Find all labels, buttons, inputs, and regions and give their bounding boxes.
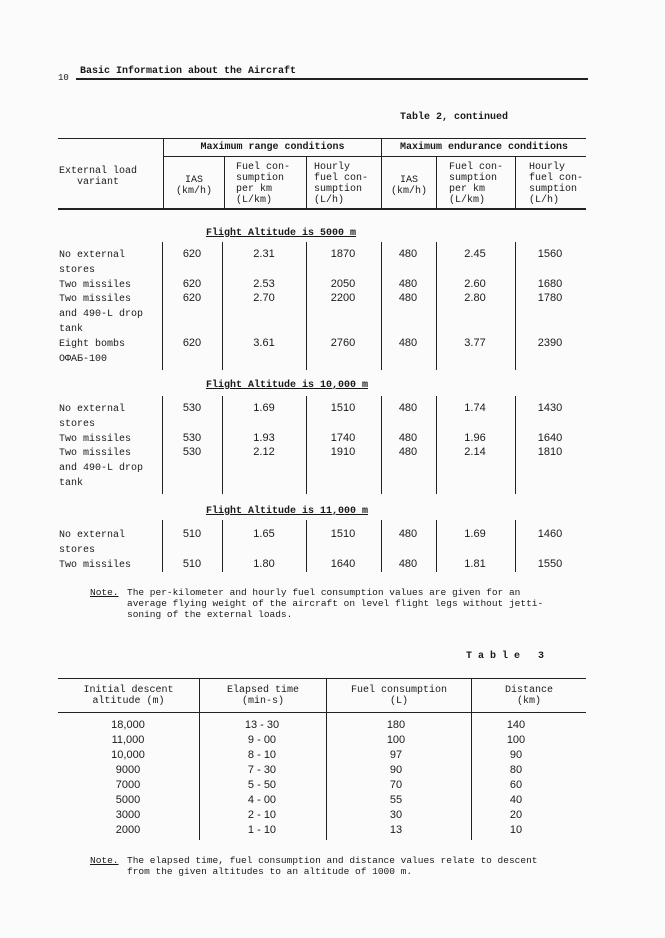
table-cell: 2050 xyxy=(330,278,356,290)
table-cell: 620 xyxy=(182,248,202,260)
row-label: Two missiles xyxy=(59,560,132,571)
table-cell: 2.60 xyxy=(464,278,486,290)
header-external-load: External load variant xyxy=(59,166,138,188)
header-ias: IAS (km/h) xyxy=(175,175,212,197)
row-label: No external stores xyxy=(59,250,126,276)
table-cell: 13 - 30 xyxy=(244,719,280,731)
table-cell: 3.61 xyxy=(253,337,275,349)
table-cell: 1810 xyxy=(537,446,563,458)
table-cell: 1510 xyxy=(330,528,356,540)
header-max-endurance: Maximum endurance conditions xyxy=(399,142,569,153)
table-cell: 3.77 xyxy=(464,337,486,349)
table-cell: 97 xyxy=(389,749,403,761)
table-cell: 7 - 30 xyxy=(247,764,277,776)
row-label: No external stores xyxy=(59,404,126,430)
table-cell: 9 - 00 xyxy=(247,734,277,746)
table-cell: 5 - 50 xyxy=(247,779,277,791)
table3-header-rule xyxy=(58,712,586,713)
table-cell: 40 xyxy=(509,794,523,806)
header-ias-endurance: IAS (km/h) xyxy=(390,175,427,197)
table3-top-rule xyxy=(58,678,586,679)
table2-vline xyxy=(515,156,516,210)
table-cell: 1.65 xyxy=(253,528,275,540)
table-cell: 620 xyxy=(182,337,202,349)
table-cell: 2.80 xyxy=(464,292,486,304)
table-cell: 180 xyxy=(386,719,406,731)
table3-note-label: Note. xyxy=(90,855,119,866)
table-cell: 18,000 xyxy=(111,719,145,731)
table2-vline xyxy=(436,156,437,210)
table-cell: 1460 xyxy=(537,528,563,540)
header-hourly-fuel-endurance: Hourly fuel con- sumption (L/h) xyxy=(529,162,584,206)
section2-vline xyxy=(515,396,516,494)
table-cell: 7000 xyxy=(115,779,141,791)
table-cell: 480 xyxy=(398,402,418,414)
table-cell: 8 - 10 xyxy=(247,749,277,761)
table-cell: 140 xyxy=(506,719,526,731)
table-cell: 1 - 10 xyxy=(247,824,277,836)
table-cell: 530 xyxy=(182,432,202,444)
table-cell: 480 xyxy=(398,558,418,570)
header-fuel-per-km: Fuel con- sumption per km (L/km) xyxy=(236,162,291,206)
table-cell: 480 xyxy=(398,248,418,260)
table-cell: 1430 xyxy=(537,402,563,414)
section3-vline xyxy=(306,520,307,572)
table-cell: 2200 xyxy=(330,292,356,304)
section1-vline xyxy=(515,242,516,370)
table-cell: 1.93 xyxy=(253,432,275,444)
section-title: Flight Altitude is 11,000 m xyxy=(206,506,369,517)
table-cell: 2.14 xyxy=(464,446,486,458)
table-cell: 1640 xyxy=(537,432,563,444)
section1-vline xyxy=(306,242,307,370)
table-cell: 9000 xyxy=(115,764,141,776)
table-cell: 20 xyxy=(509,809,523,821)
table-cell: 4 - 00 xyxy=(247,794,277,806)
table-cell: 10,000 xyxy=(111,749,145,761)
table-cell: 1910 xyxy=(330,446,356,458)
table3-header-distance: Distance (km) xyxy=(504,685,553,707)
section1-vline xyxy=(222,242,223,370)
table-cell: 1.69 xyxy=(253,402,275,414)
section-title: Flight Altitude is 10,000 m xyxy=(206,380,369,391)
table-cell: 620 xyxy=(182,292,202,304)
table2-vline xyxy=(224,156,225,210)
table2-top-rule xyxy=(58,138,586,139)
table-cell: 1.96 xyxy=(464,432,486,444)
section3-vline xyxy=(515,520,516,572)
table-cell: 1680 xyxy=(537,278,563,290)
table-cell: 10 xyxy=(509,824,523,836)
section-title: Flight Altitude is 5000 m xyxy=(206,228,357,239)
header-max-range: Maximum range conditions xyxy=(200,142,345,153)
table2-vline xyxy=(306,156,307,210)
section1-vline xyxy=(381,242,382,370)
table-cell: 480 xyxy=(398,337,418,349)
table-cell: 1780 xyxy=(537,292,563,304)
table-cell: 11,000 xyxy=(111,734,145,746)
header-hourly-fuel: Hourly fuel con- sumption (L/h) xyxy=(314,162,369,206)
table-cell: 2 - 10 xyxy=(247,809,277,821)
table-cell: 510 xyxy=(182,528,202,540)
table-cell: 2000 xyxy=(115,824,141,836)
table3-header-time: Elapsed time (min-s) xyxy=(226,685,299,707)
table-cell: 1.81 xyxy=(464,558,486,570)
table-cell: 2.31 xyxy=(253,248,275,260)
table-cell: 100 xyxy=(386,734,406,746)
table2-caption: Table 2, continued xyxy=(400,112,509,123)
table-cell: 530 xyxy=(182,402,202,414)
table-cell: 1.80 xyxy=(253,558,275,570)
table-cell: 480 xyxy=(398,528,418,540)
section3-vline xyxy=(222,520,223,572)
table-cell: 510 xyxy=(182,558,202,570)
table-cell: 620 xyxy=(182,278,202,290)
row-label: Two missiles xyxy=(59,280,132,291)
table-cell: 2390 xyxy=(537,337,563,349)
table-cell: 60 xyxy=(509,779,523,791)
table-cell: 530 xyxy=(182,446,202,458)
table-cell: 1740 xyxy=(330,432,356,444)
table-cell: 70 xyxy=(389,779,403,791)
table-cell: 3000 xyxy=(115,809,141,821)
table-cell: 90 xyxy=(509,749,523,761)
row-label: Two missiles xyxy=(59,434,132,445)
row-label: Eight bombs ОФАБ-100 xyxy=(59,339,126,365)
section2-vline xyxy=(222,396,223,494)
table-cell: 2.53 xyxy=(253,278,275,290)
table-cell: 5000 xyxy=(115,794,141,806)
table-cell: 1640 xyxy=(330,558,356,570)
table-cell: 1550 xyxy=(537,558,563,570)
section2-vline xyxy=(306,396,307,494)
table-cell: 1560 xyxy=(537,248,563,260)
row-label: Two missiles and 490-L drop tank xyxy=(59,294,144,335)
table-cell: 1870 xyxy=(330,248,356,260)
running-head: Basic Information about the Aircraft xyxy=(80,66,297,77)
table-cell: 2.70 xyxy=(253,292,275,304)
table3-header-fuel: Fuel consumption (L) xyxy=(350,685,447,707)
header-fuel-per-km-endurance: Fuel con- sumption per km (L/km) xyxy=(449,162,504,206)
table-cell: 100 xyxy=(506,734,526,746)
table-cell: 1.69 xyxy=(464,528,486,540)
row-label: Two missiles and 490-L drop tank xyxy=(59,448,144,489)
table2-note-label: Note. xyxy=(90,587,119,598)
table-cell: 480 xyxy=(398,278,418,290)
table3-header-altitude: Initial descent altitude (m) xyxy=(83,685,174,707)
section1-vline xyxy=(436,242,437,370)
table3-caption: T a b l e 3 xyxy=(466,651,545,662)
row-label: No external stores xyxy=(59,530,126,556)
table-cell: 2.45 xyxy=(464,248,486,260)
table-cell: 90 xyxy=(389,764,403,776)
table2-note-text: The per-kilometer and hourly fuel consumption values are given for an average flying weight of the aircraft on level flight legs without jetti- soning of the external loads. xyxy=(127,587,544,620)
table-cell: 55 xyxy=(389,794,403,806)
table-cell: 1.74 xyxy=(464,402,486,414)
table-cell: 80 xyxy=(509,764,523,776)
table3-note-text: The elapsed time, fuel consumption and distance values relate to descent from the given altitudes to an altitude of 1000 m. xyxy=(127,855,538,877)
table-cell: 2.12 xyxy=(253,446,275,458)
table-cell: 2760 xyxy=(330,337,356,349)
table-cell: 1510 xyxy=(330,402,356,414)
table2-sub-rule xyxy=(164,156,586,157)
table-cell: 30 xyxy=(389,809,403,821)
table-cell: 480 xyxy=(398,446,418,458)
page-number: 10 xyxy=(58,73,69,83)
table2-header-bottom-rule xyxy=(58,208,586,210)
section1-vline xyxy=(162,242,163,370)
table-cell: 480 xyxy=(398,292,418,304)
table-cell: 13 xyxy=(389,824,403,836)
table-cell: 480 xyxy=(398,432,418,444)
header-rule xyxy=(76,78,588,80)
